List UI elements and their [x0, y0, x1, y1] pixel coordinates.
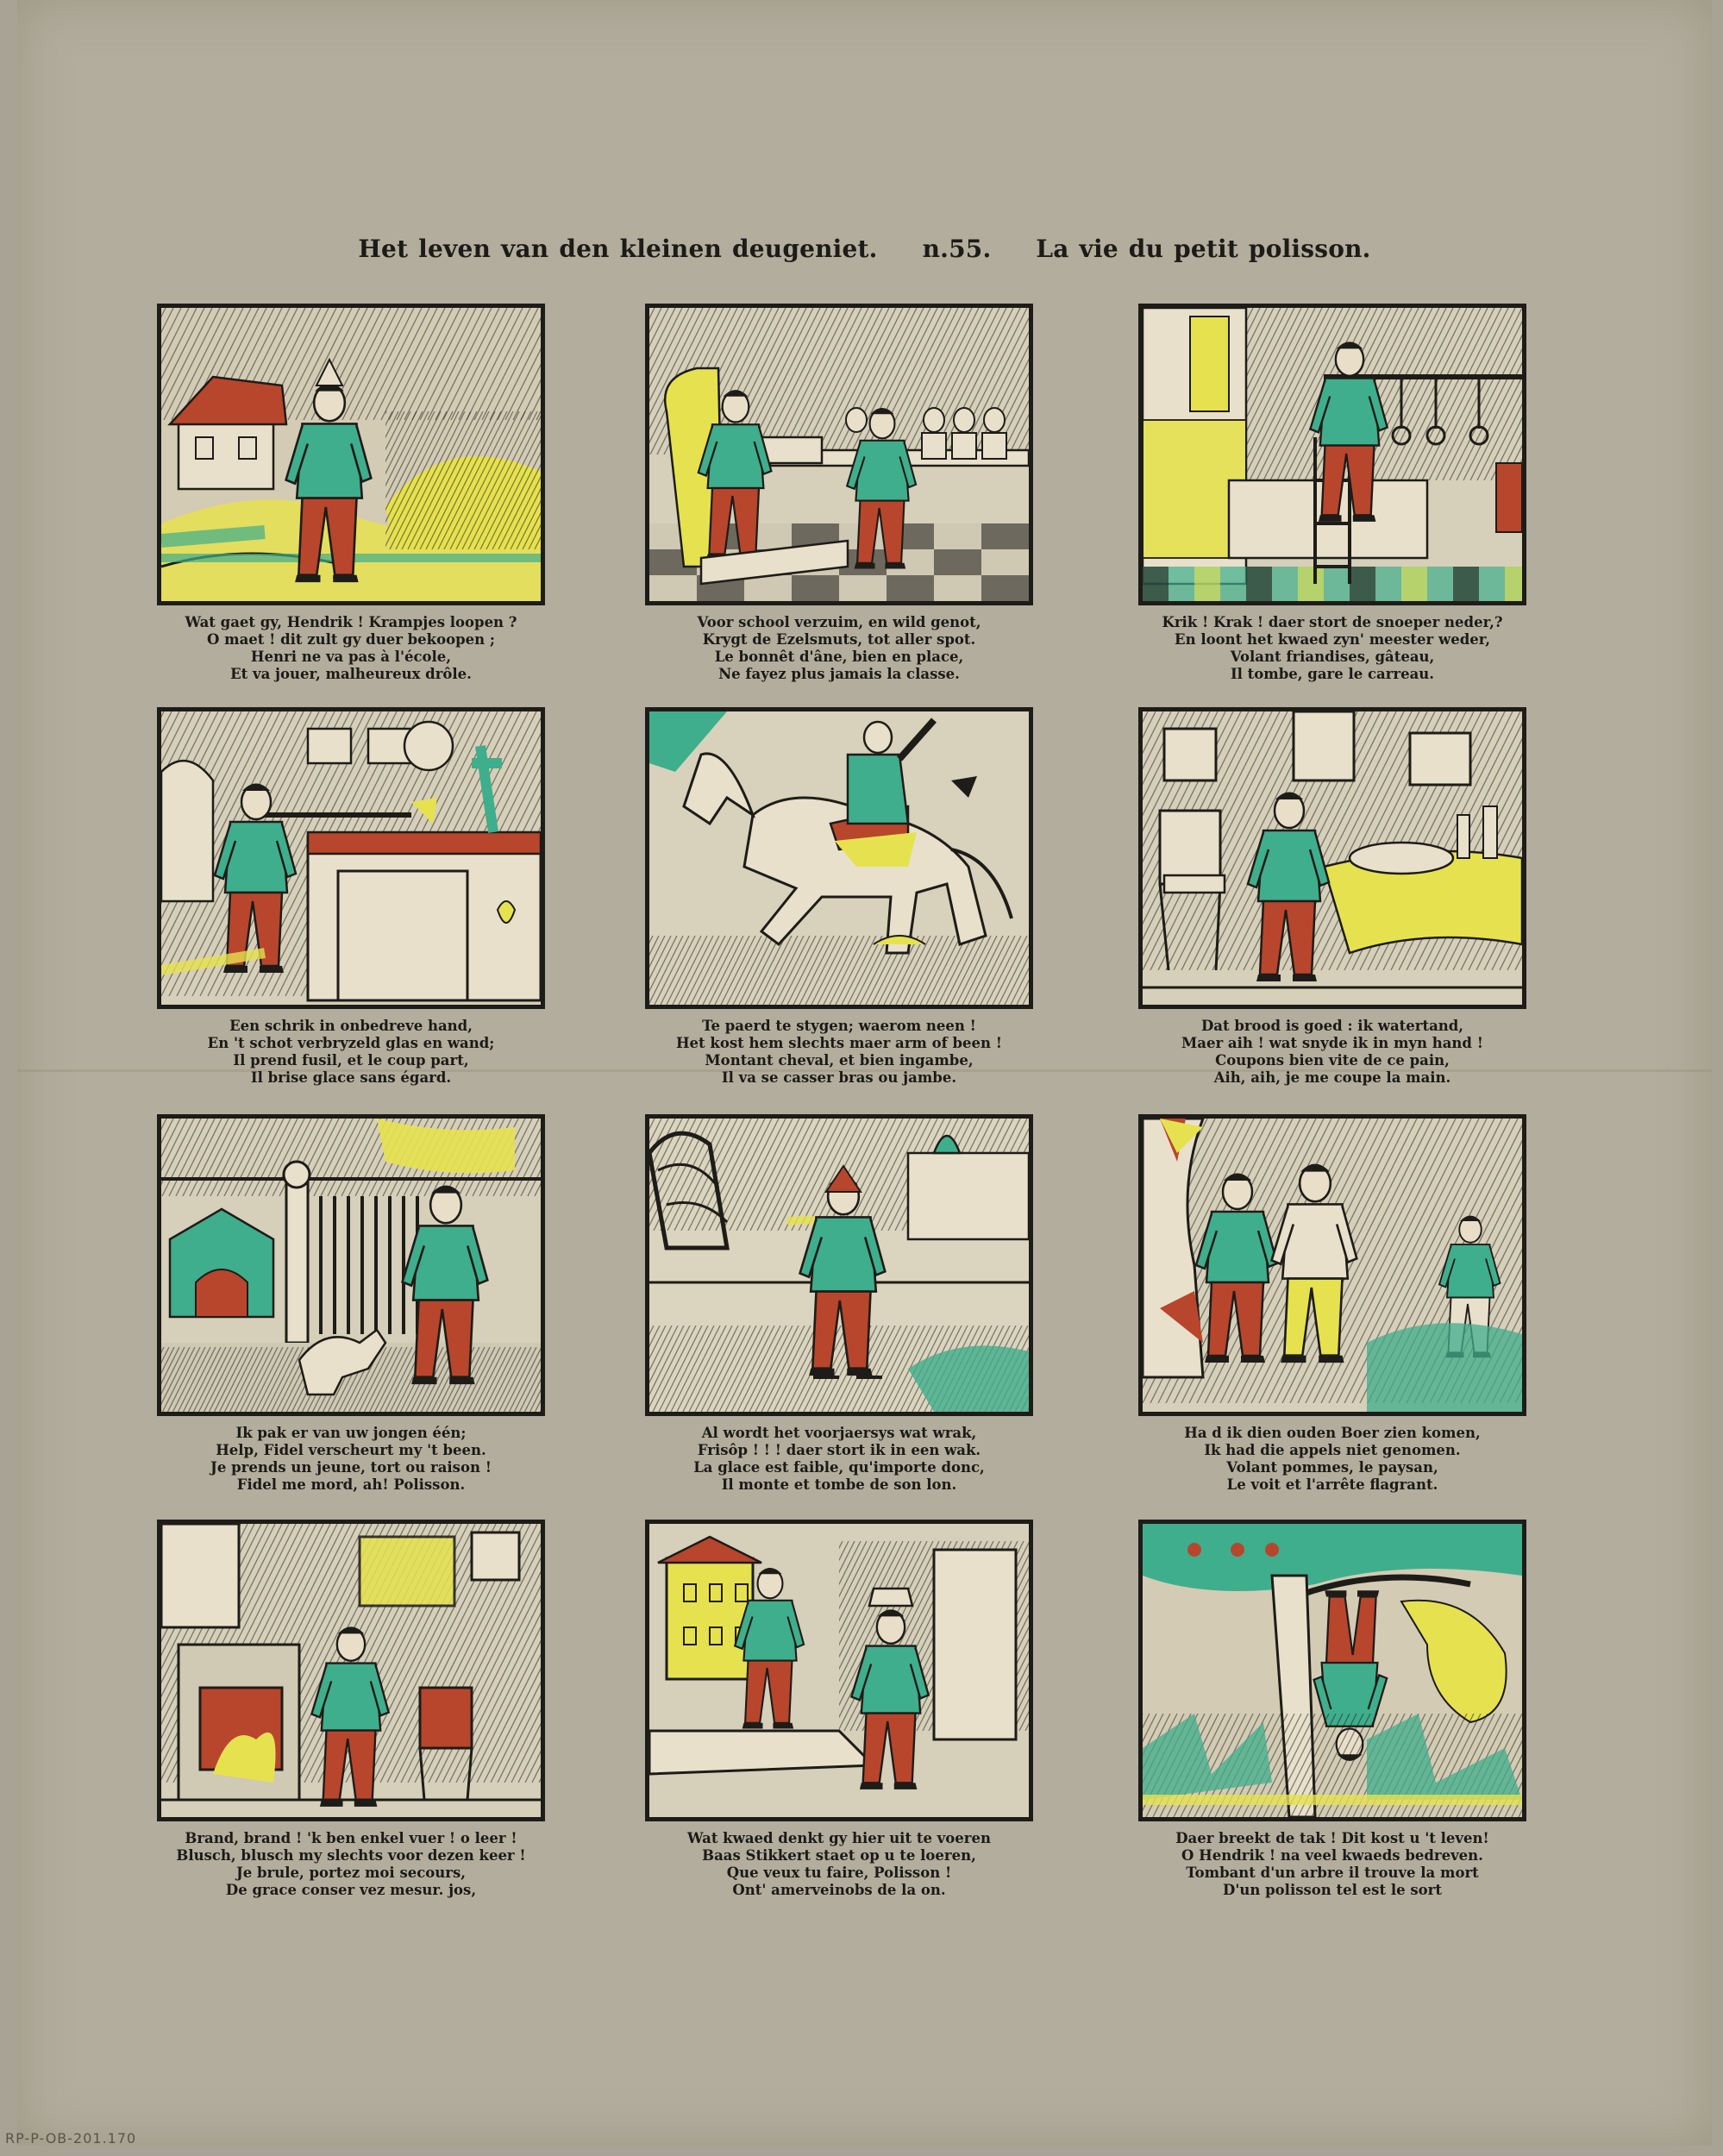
verse-line: Il prend fusil, et le coup part, [233, 1052, 469, 1069]
verse-line: Maer aih ! wat snyde ik in myn hand ! [1181, 1035, 1483, 1051]
story-panel [645, 1520, 1033, 1899]
verse-line: Dat brood is goed : ik watertand, [1200, 1018, 1464, 1034]
title-french: La vie du petit polisson. [1036, 235, 1371, 263]
verse-line: Een schrik in onbedreve hand, [229, 1018, 473, 1034]
panel-verse [645, 614, 1033, 683]
verse-line: En loont het kwaed zyn' meester weder, [1175, 631, 1490, 648]
verse-line: En 't schot verbryzeld glas en wand; [207, 1035, 495, 1051]
verse-line: Brand, brand ! 'k ben enkel vuer ! o leer ! [185, 1830, 517, 1846]
verse-line: O Hendrik ! na veel kwaeds bedreven. [1181, 1847, 1483, 1864]
panel-verse [157, 614, 545, 683]
panel-verse [1138, 1830, 1526, 1899]
verse-line: Wat kwaed denkt gy hier uit te voeren [687, 1830, 991, 1846]
verse-line: Daer breekt de tak ! Dit kost u 't leven! [1175, 1830, 1489, 1846]
verse-line: Il tombe, gare le carreau. [1230, 666, 1435, 682]
panel-verse [157, 1425, 545, 1494]
boy-by-house-icon [157, 304, 545, 605]
dog-bite-icon [157, 1114, 545, 1416]
verse-line: Le bonnêt d'âne, bien en place, [714, 649, 964, 665]
title-number: n.55. [922, 235, 992, 263]
verse-line: Ik had die appels niet genomen. [1204, 1442, 1461, 1458]
panel-verse [157, 1018, 545, 1087]
story-panel [157, 1114, 545, 1494]
verse-line: Ne fayez plus jamais la classe. [718, 666, 960, 682]
verse-line: Voor school verzuim, en wild genot, [697, 614, 981, 630]
gun-shot-icon [157, 707, 545, 1009]
title-dutch: Het leven van den kleinen deugeniet. [358, 235, 878, 263]
print-sheet [17, 0, 1712, 2146]
kitchen-fall-icon [1138, 304, 1526, 605]
verse-line: Le voit et l'arrête flagrant. [1226, 1476, 1438, 1493]
verse-line: Help, Fidel verscheurt my 't been. [216, 1442, 486, 1458]
panel-verse [645, 1018, 1033, 1087]
verse-line: Et va jouer, malheureux drôle. [230, 666, 472, 682]
panel-verse [157, 1830, 545, 1899]
fire-stove-icon [157, 1520, 545, 1821]
story-panel [157, 707, 545, 1087]
verse-line: Baas Stikkert staet op u te loeren, [702, 1847, 976, 1864]
verse-line: Al wordt het voorjaersys wat wrak, [701, 1425, 977, 1441]
verse-line: Blusch, blusch my slechts voor dezen keer ! [176, 1847, 526, 1864]
tree-fall-icon [1138, 1520, 1526, 1821]
verse-line: Montant cheval, et bien ingambe, [705, 1052, 974, 1069]
verse-line: Krygt de Ezelsmuts, tot aller spot. [702, 631, 976, 648]
story-panel [157, 1520, 545, 1899]
verse-line: De grace conser vez mesur. jos, [225, 1882, 477, 1898]
verse-line: Frisôp ! ! ! daer stort ik in een wak. [697, 1442, 981, 1458]
story-panel [1138, 1520, 1526, 1899]
story-panel [1138, 1114, 1526, 1494]
schoolroom-icon [645, 304, 1033, 605]
verse-line: Te paerd te stygen; waerom neen ! [702, 1018, 976, 1034]
verse-line: Aih, aih, je me coupe la main. [1213, 1069, 1451, 1086]
farmer-icon [1138, 1114, 1526, 1416]
verse-line: Que veux tu faire, Polisson ! [726, 1865, 952, 1881]
panel-verse [645, 1425, 1033, 1494]
page-title [17, 235, 1712, 263]
story-panel [1138, 304, 1526, 683]
horse-rider-icon [645, 707, 1033, 1009]
verse-line: Il brise glace sans égard. [250, 1069, 452, 1086]
panel-verse [1138, 1425, 1526, 1494]
panel-verse [1138, 1018, 1526, 1087]
verse-line: Tombant d'un arbre il trouve la mort [1186, 1865, 1479, 1881]
ice-skater-icon [645, 1114, 1033, 1416]
verse-line: Je prends un jeune, tort ou raison ! [210, 1459, 492, 1476]
panel-verse [1138, 614, 1526, 683]
verse-line: Krik ! Krak ! daer stort de snoeper neder,? [1162, 614, 1503, 630]
verse-line: Il va se casser bras ou jambe. [721, 1069, 957, 1086]
panel-verse [645, 1830, 1033, 1899]
verse-line: O maet ! dit zult gy duer bekoopen ; [207, 631, 495, 648]
verse-line: Volant friandises, gâteau, [1230, 649, 1435, 665]
verse-line: Ha d ik dien ouden Boer zien komen, [1184, 1425, 1481, 1441]
verse-line: Henri ne va pas à l'école, [250, 649, 452, 665]
verse-line: Il monte et tombe de son lon. [721, 1476, 957, 1493]
inventory-stamp: RP-P-OB-201.170 [5, 2130, 137, 2147]
policeman-icon [645, 1520, 1033, 1821]
verse-line: Het kost hem slechts maer arm of been ! [675, 1035, 1003, 1051]
verse-line: Wat gaet gy, Hendrik ! Krampjes loopen ? [185, 614, 517, 630]
verse-line: Fidel me mord, ah! Polisson. [236, 1476, 466, 1493]
story-panel [157, 304, 545, 683]
verse-line: La glace est faible, qu'importe donc, [693, 1459, 985, 1476]
verse-line: Je brule, portez moi secours, [235, 1865, 467, 1881]
story-panel [1138, 707, 1526, 1087]
story-panel [645, 304, 1033, 683]
verse-line: Ik pak er van uw jongen één; [235, 1425, 467, 1441]
bread-table-icon [1138, 707, 1526, 1009]
story-panel [645, 707, 1033, 1087]
story-panel [645, 1114, 1033, 1494]
verse-line: D'un polisson tel est le sort [1223, 1882, 1442, 1898]
verse-line: Volant pommes, le paysan, [1226, 1459, 1438, 1476]
verse-line: Coupons bien vite de ce pain, [1215, 1052, 1450, 1069]
verse-line: Ont' amerveinobs de la on. [732, 1882, 946, 1898]
